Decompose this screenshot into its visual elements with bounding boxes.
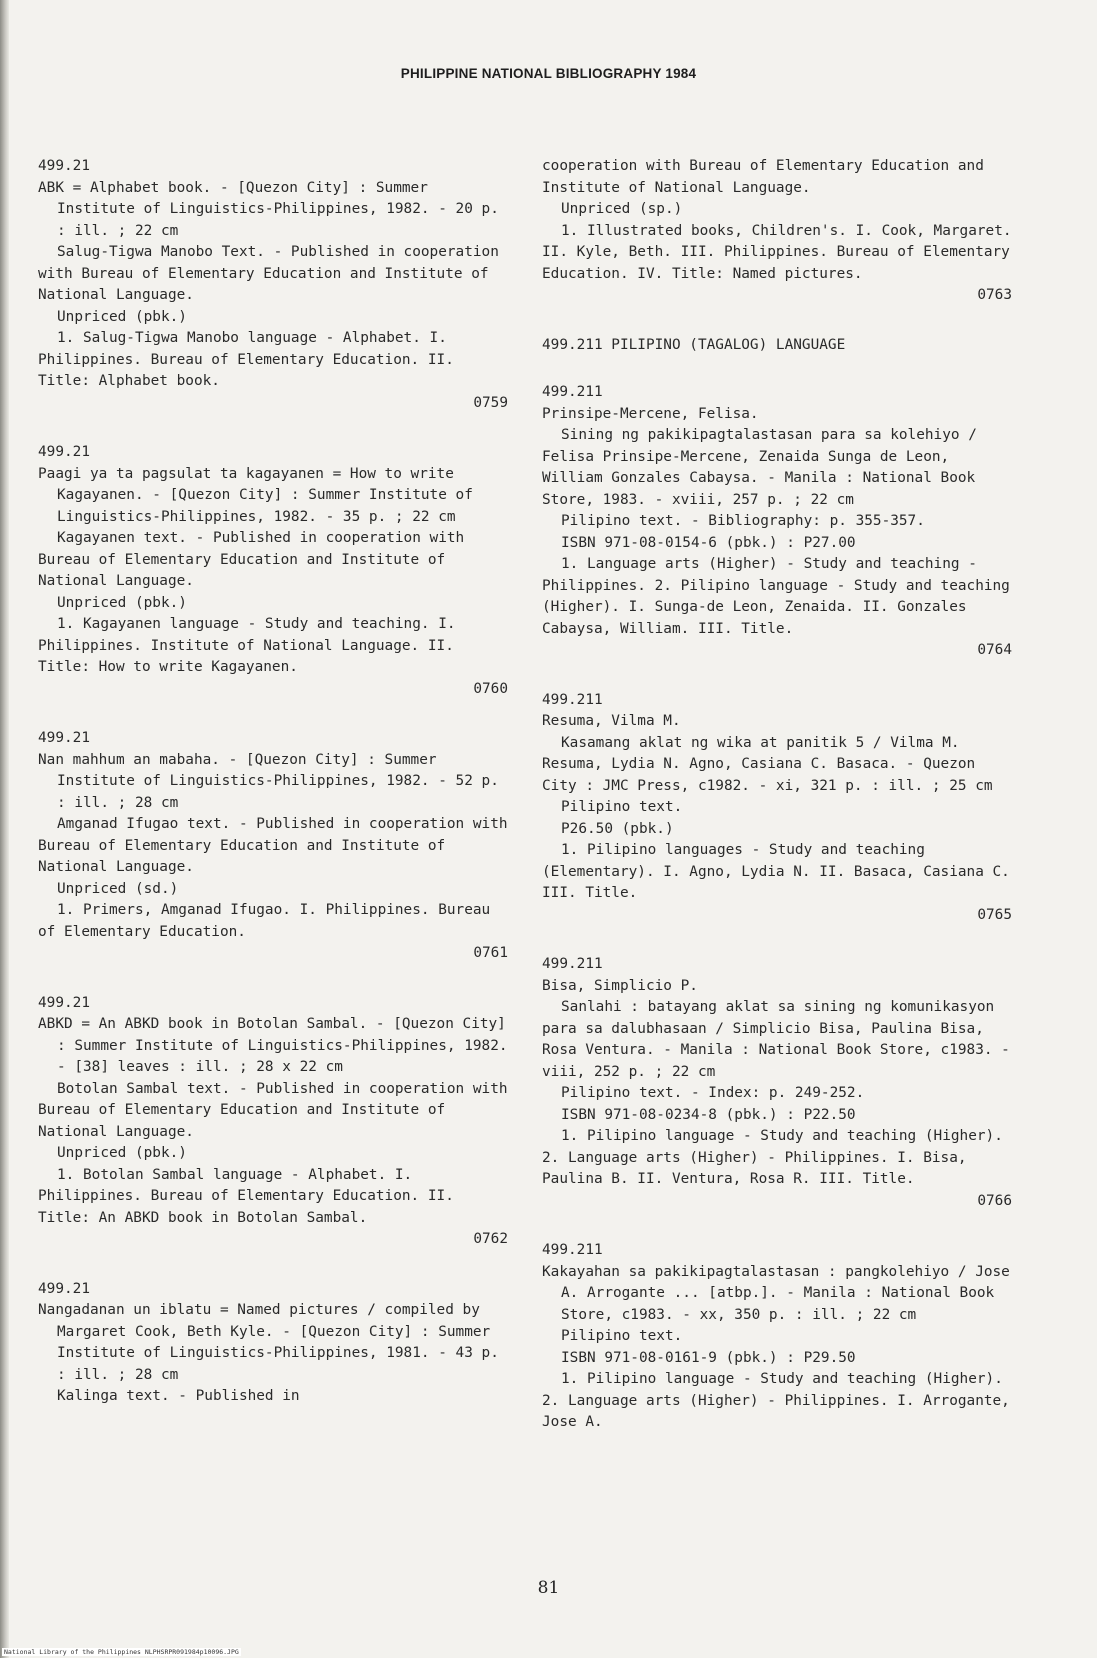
entry-number: 0760 (473, 680, 508, 697)
bib-entry (542, 954, 1012, 1212)
entry-price: Unpriced (sp.) (561, 201, 683, 217)
main-entry: Kakayahan sa pakikipagtalastasan : pangkolehiyo / Jose A. Arrogante ... [atbp.]. - Manila : National Book Store, c1983. - xx, 350 p. : ill. ; 22 cm (542, 1263, 1010, 1323)
class-number: 499.211 (542, 691, 603, 708)
entry-number: 0763 (977, 287, 1012, 303)
entry-tracings: 1. Pilipino language - Study and teaching (Higher). 2. Language arts (Higher) - Philippines. I. Bisa, Paulina B. II. Ventura, Rosa R. III. Title. (542, 1128, 1003, 1187)
entry-title: Sanlahi : batayang aklat sa sining ng komunikasyon para sa dalubhasaan / Simplicio Bisa, Paulina Bisa, Rosa Ventura. - Manila : National Book Store, c1983. - viii, 252 p. ; 22 cm (542, 999, 1010, 1080)
entry-title: Sining ng pakikipagtalastasan para sa kolehiyo / Felisa Prinsipe-Mercene, Zenaida Sunga de Leon, William Gonzales Cabaysa. - Manila : National Book Store, 1983. - xviii, 257 p. ; 22 cm (542, 427, 977, 508)
entry-tracings: 1. Kagayanen language - Study and teaching. I. Philippines. Institute of National Language. II. Title: How to write Kagayanen. (38, 616, 456, 675)
entry-price: Unpriced (pbk.) (57, 308, 187, 325)
bib-entry (542, 382, 1012, 662)
entry-number: 0764 (977, 642, 1012, 658)
entry-number: 0762 (473, 1231, 508, 1247)
section-heading: 499.211 PILIPINO (TAGALOG) LANGUAGE (542, 336, 846, 353)
right-column (542, 156, 1012, 1462)
class-number: 499.211 (542, 384, 603, 400)
bib-entry (542, 690, 1012, 927)
entry-tracings: 1. Pilipino languages - Study and teaching (Elementary). I. Agno, Lydia N. II. Basaca, Casiana C. III. Title. (542, 842, 1010, 901)
entry-note: Pilipino text. (561, 1328, 683, 1344)
entry-price: P26.50 (pbk.) (561, 820, 674, 837)
entry-note: Kagayanen text. - Published in cooperation with Bureau of Elementary Education and Institute of National Language. (38, 530, 465, 589)
entry-tracings: 1. Primers, Amganad Ifugao. I. Philippines. Bureau of Elementary Education. (38, 902, 491, 940)
bib-entry (38, 728, 508, 965)
bib-entry (542, 1240, 1012, 1434)
entry-number: 0766 (977, 1192, 1012, 1209)
bib-entry (38, 156, 508, 414)
class-number: 499.211 (542, 956, 603, 972)
class-number: 499.211 (542, 1242, 603, 1258)
entry-note: Pilipino text. (561, 799, 683, 815)
entry-number: 0759 (473, 394, 508, 411)
entry-note: cooperation with Bureau of Elementary Education and Institute of National Language. (542, 158, 984, 196)
entry-note: Salug-Tigwa Manobo Text. - Published in cooperation with Bureau of Elementary Education and Institute of National Language. (38, 244, 499, 303)
entry-tracings: 1. Language arts (Higher) - Study and teaching - Philippines. 2. Pilipino language - Study and teaching (Higher). I. Sunga-de Leon, Zenaida. II. Gonzales Cabaysa, William. III. Title. (542, 556, 1010, 637)
entry-note: Kalinga text. - Published in (57, 1388, 300, 1404)
main-entry: ABK = Alphabet book. - [Quezon City] : Summer Institute of Linguistics-Philippines, 1982. - 20 p. : ill. ; 22 cm (38, 179, 499, 239)
entry-price: Unpriced (sd.) (57, 880, 179, 897)
entry-tracings: 1. Botolan Sambal language - Alphabet. I. Philippines. Bureau of Elementary Education. II. Title: An ABKD book in Botolan Sambal. (38, 1166, 454, 1226)
class-number: 499.21 (38, 730, 90, 746)
class-number: 499.21 (38, 994, 90, 1011)
scan-credit: National Library of the Philippines NLPHSRPR091984p10096.JPG (4, 1648, 239, 1656)
bib-entry (38, 993, 508, 1251)
entry-note: Botolan Sambal text. - Published in cooperation with Bureau of Elementary Education and Institute of National Language. (38, 1080, 508, 1140)
entry-note: Pilipino text. - Index: p. 249-252. (561, 1085, 865, 1101)
entry-note: Pilipino text. - Bibliography: p. 355-357. (561, 513, 925, 529)
main-entry: Bisa, Simplicio P. (542, 977, 698, 994)
running-header: PHILIPPINE NATIONAL BIBLIOGRAPHY 1984 (400, 66, 697, 81)
class-number: 499.21 (38, 444, 90, 460)
bib-entry (38, 1279, 508, 1408)
main-entry: Paagi ya ta pagsulat ta kagayanen = How to write Kagayanen. - [Quezon City] : Summer Institute of Linguistics-Philippines, 1982. - 35 p. ; 22 cm (38, 465, 473, 525)
left-column (38, 156, 508, 1436)
class-number: 499.21 (38, 158, 90, 174)
entry-title: Kasamang aklat ng wika at panitik 5 / Vilma M. Resuma, Lydia N. Agno, Casiana C. Basaca. - Quezon City : JMC Press, c1982. - xi, 321 p. : ill. ; 25 cm (542, 734, 993, 794)
entry-note: Amganad Ifugao text. - Published in cooperation with Bureau of Elementary Education and Institute of National Language. (38, 816, 508, 875)
main-entry: Prinsipe-Mercene, Felisa. (542, 405, 759, 422)
class-number: 499.21 (38, 1280, 90, 1297)
entry-number: 0765 (977, 906, 1012, 923)
entry-price: ISBN 971-08-0234-8 (pbk.) : P22.50 (561, 1106, 856, 1123)
entry-tracings: 1. Pilipino language - Study and teaching (Higher). 2. Language arts (Higher) - Philippines. I. Arrogante, Jose A. (542, 1371, 1010, 1430)
main-entry: Nan mahhum an mabaha. - [Quezon City] : Summer Institute of Linguistics-Philippines, 1982. - 52 p. : ill. ; 28 cm (38, 751, 499, 811)
entry-price: ISBN 971-08-0154-6 (pbk.) : P27.00 (561, 534, 856, 551)
entry-number: 0761 (473, 945, 508, 961)
main-entry: Nangadanan un iblatu = Named pictures / compiled by Margaret Cook, Beth Kyle. - [Quezon City] : Summer Institute of Linguistics-Philippines, 1981. - 43 p. : ill. ; 28 cm (38, 1302, 499, 1383)
bib-entry-continuation (542, 156, 1012, 307)
bib-entry (38, 442, 508, 700)
page-binding-edge (0, 0, 9, 1658)
page-number: 81 (537, 1578, 560, 1598)
main-entry: ABKD = An ABKD book in Botolan Sambal. - [Quezon City] : Summer Institute of Linguistics-Philippines, 1982. - [38] leaves : ill. ; 28 x 22 cm (38, 1016, 508, 1075)
entry-tracings: 1. Illustrated books, Children's. I. Cook, Margaret. II. Kyle, Beth. III. Philippines. Bureau of Elementary Education. IV. Title: Named pictures. (542, 222, 1012, 282)
main-entry: Resuma, Vilma M. (542, 713, 681, 729)
entry-price: ISBN 971-08-0161-9 (pbk.) : P29.50 (561, 1349, 856, 1366)
entry-price: Unpriced (pbk.) (57, 594, 187, 611)
entry-tracings: 1. Salug-Tigwa Manobo language - Alphabet. I. Philippines. Bureau of Elementary Education. II. Title: Alphabet book. (38, 330, 454, 389)
entry-price: Unpriced (pbk.) (57, 1145, 187, 1161)
